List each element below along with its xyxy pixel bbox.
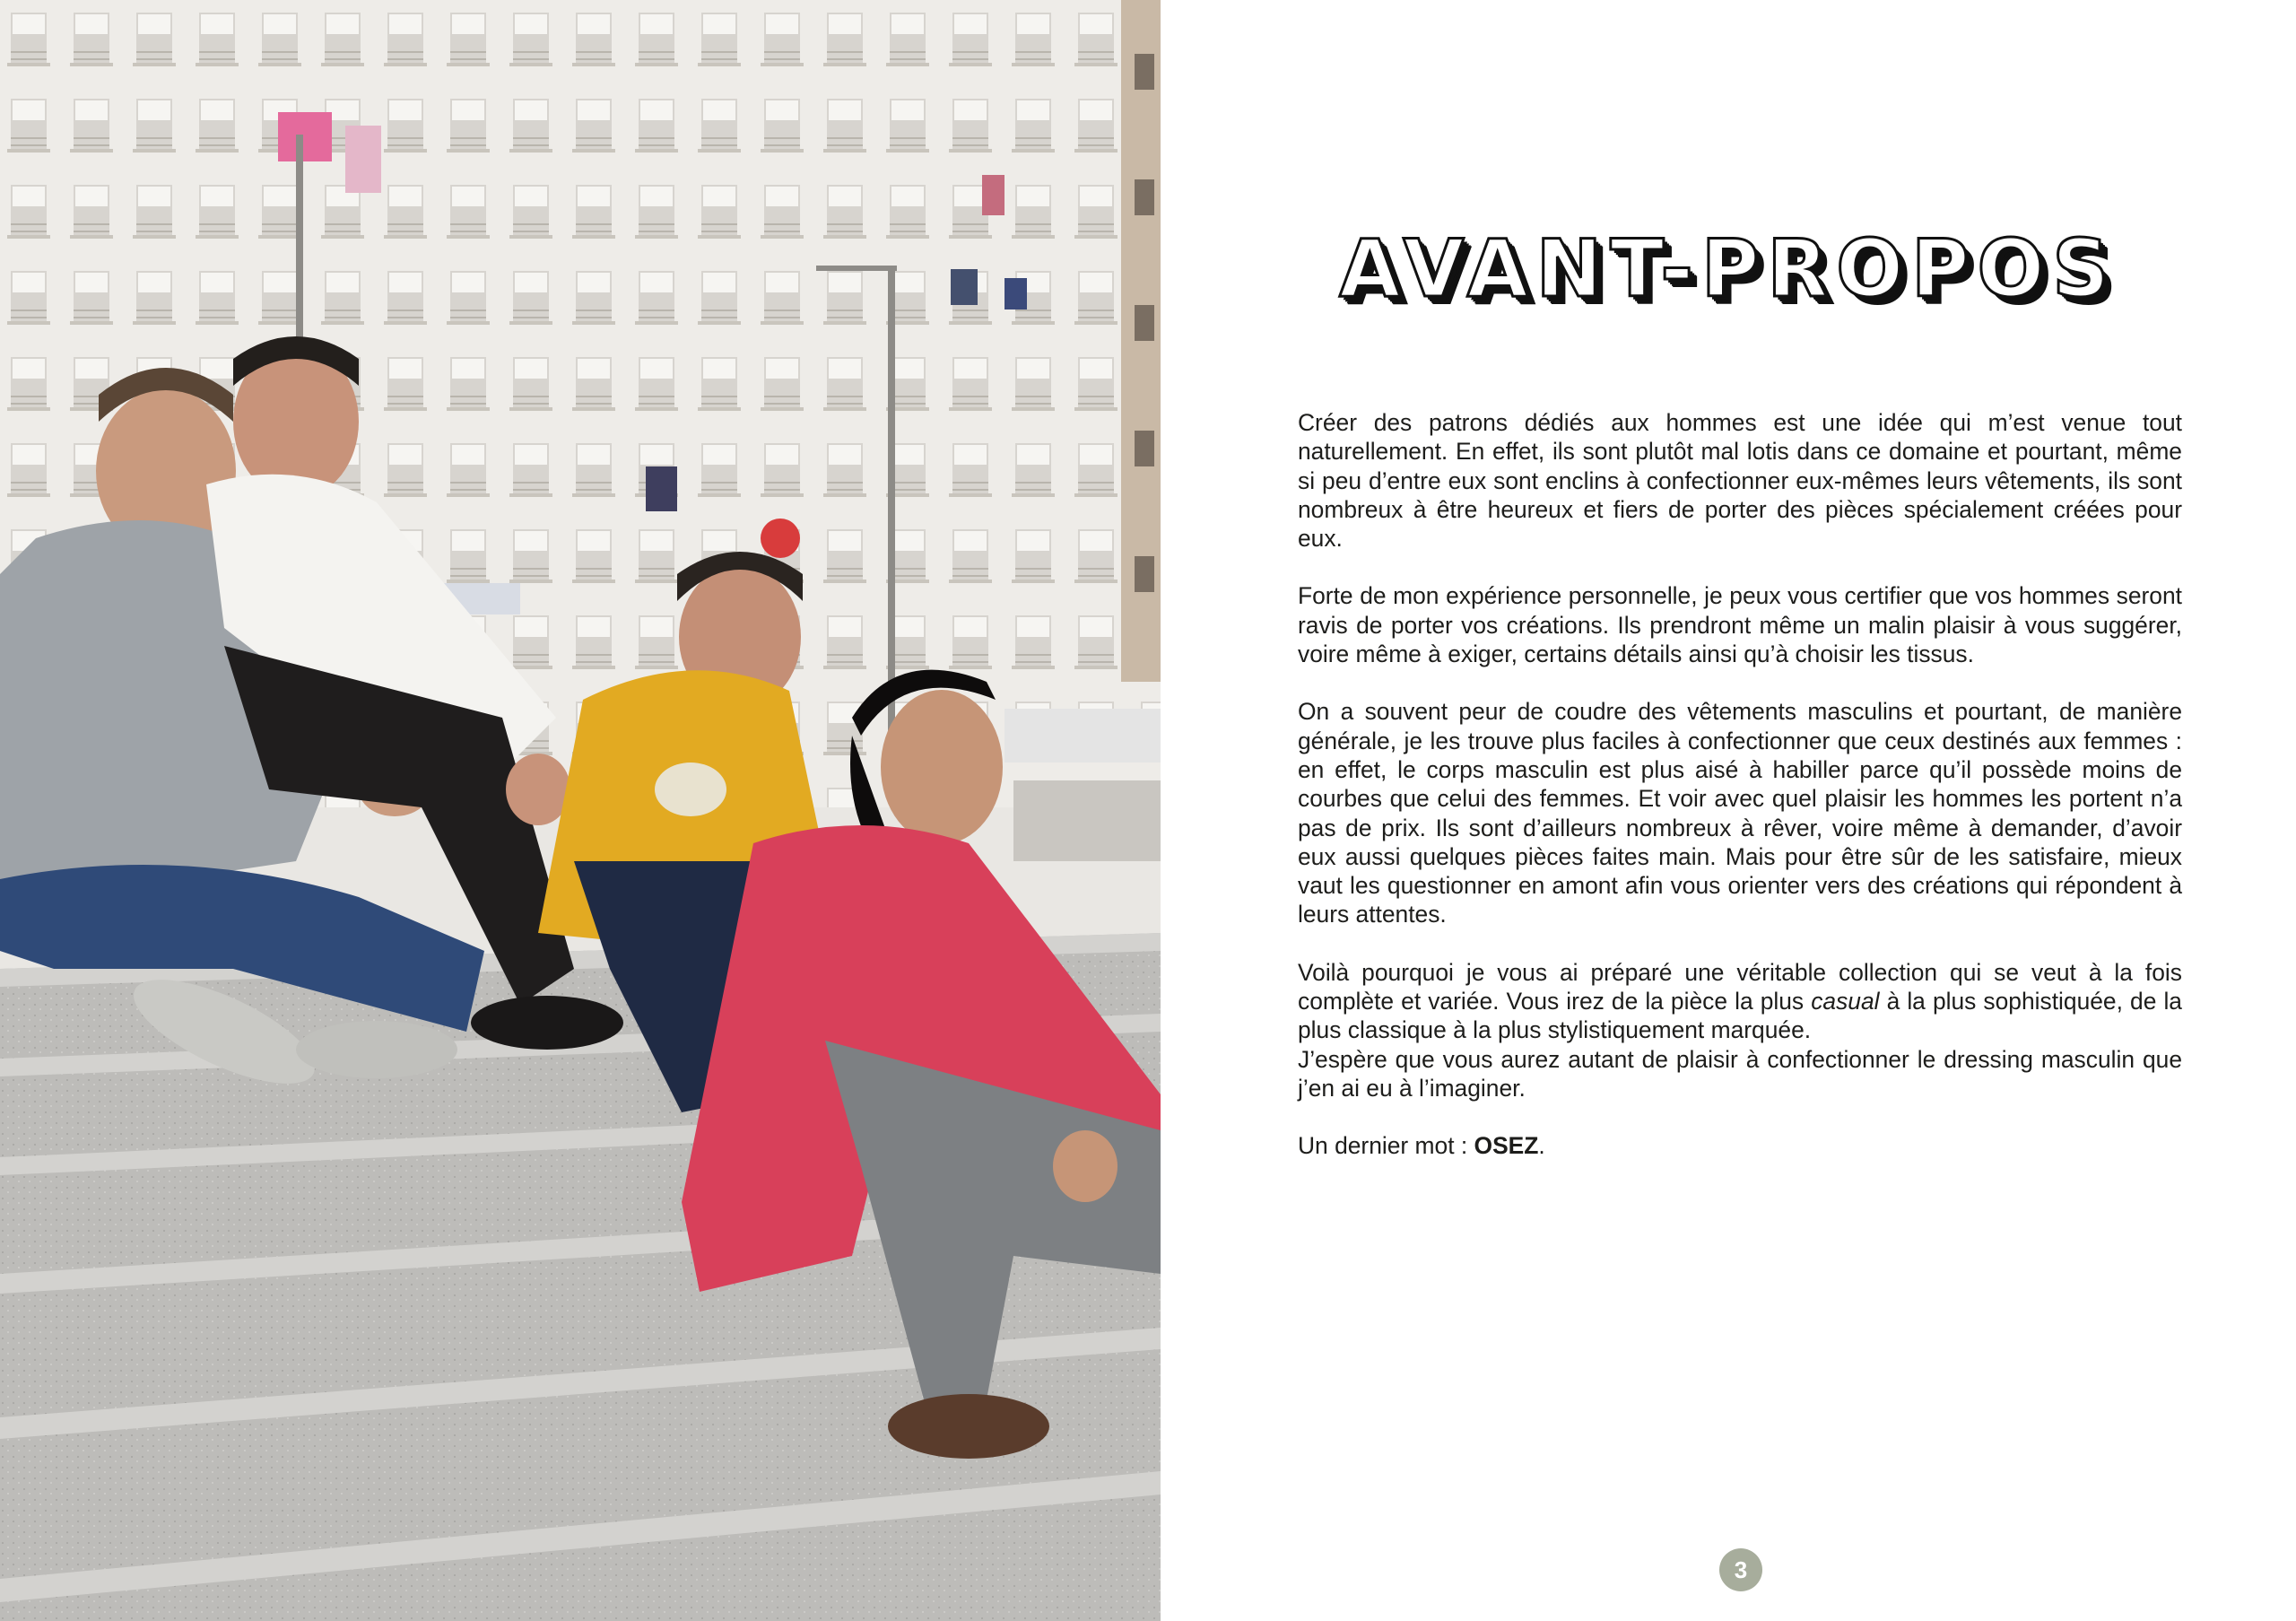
paragraph-1: Créer des patrons dédiés aux hommes est une idée qui m’est venue tout naturellement. En effet, ils sont plutôt mal lotis dans ce domaine et pourtant, même si peu d’entre eux sont enclins à confectionner eux-mêmes leurs vêtements, ils sont nombreux à être heureux et fiers de porter des pièces spécialement créées pour eux. (1298, 409, 2182, 553)
paragraph-6 (1298, 1131, 2182, 1160)
closing-word: OSEZ (1474, 1132, 1539, 1160)
paragraph-4-start: Voilà pourquoi je vous ai préparé une véritable collection qui se veut à la fois complète et variée. Vous irez de la pièce la plus (1298, 958, 2182, 1015)
closing-period: . (1538, 1132, 1545, 1160)
paragraph-4-end: à la plus sophistiquée, de la plus classique à la plus stylistiquement marquée. (1298, 988, 2182, 1044)
page-title: AVANT-PROPOS (1339, 222, 2118, 315)
paragraph-2: Forte de mon expérience personnelle, je peux vous certifier que vos hommes seront ravis de porter vos créations. Ils prendront même un malin plaisir à vous suggérer, voire même à exiger, certains détails ainsi qu’à choisir les tissus. (1298, 582, 2182, 668)
text-page (1161, 0, 2296, 1621)
casual-emphasis: casual (1811, 988, 1880, 1015)
paragraph-5: J’espère que vous aurez autant de plaisir à confectionner le dressing masculin que j’en ai eu à l’imaginer. (1298, 1045, 2182, 1102)
paragraph-4 (1298, 958, 2182, 1045)
page-number-badge: 3 (1719, 1548, 1762, 1591)
closing-lead: Un dernier mot : (1298, 1132, 1474, 1160)
foreword-text (1298, 408, 2182, 1190)
paragraph-3: On a souvent peur de coudre des vêtements masculins et pourtant, de manière générale, je les trouve plus faciles à confectionner que ceux destinés aux femmes : en effet, le corps masculin est plus aisé à habiller parce qu’il possède moins de courbes que celui des femmes. Et voir avec quel plaisir les hommes les portent n’a pas de prix. Ils sont d’ailleurs nombreux à rêver, voire même à demander, d’avoir eux aussi quelques pièces faites main. Mais pour être sûr de les satisfaire, mieux vaut les questionner en amont afin vous orienter vers des créations qui répondent à leurs attentes. (1298, 698, 2182, 928)
